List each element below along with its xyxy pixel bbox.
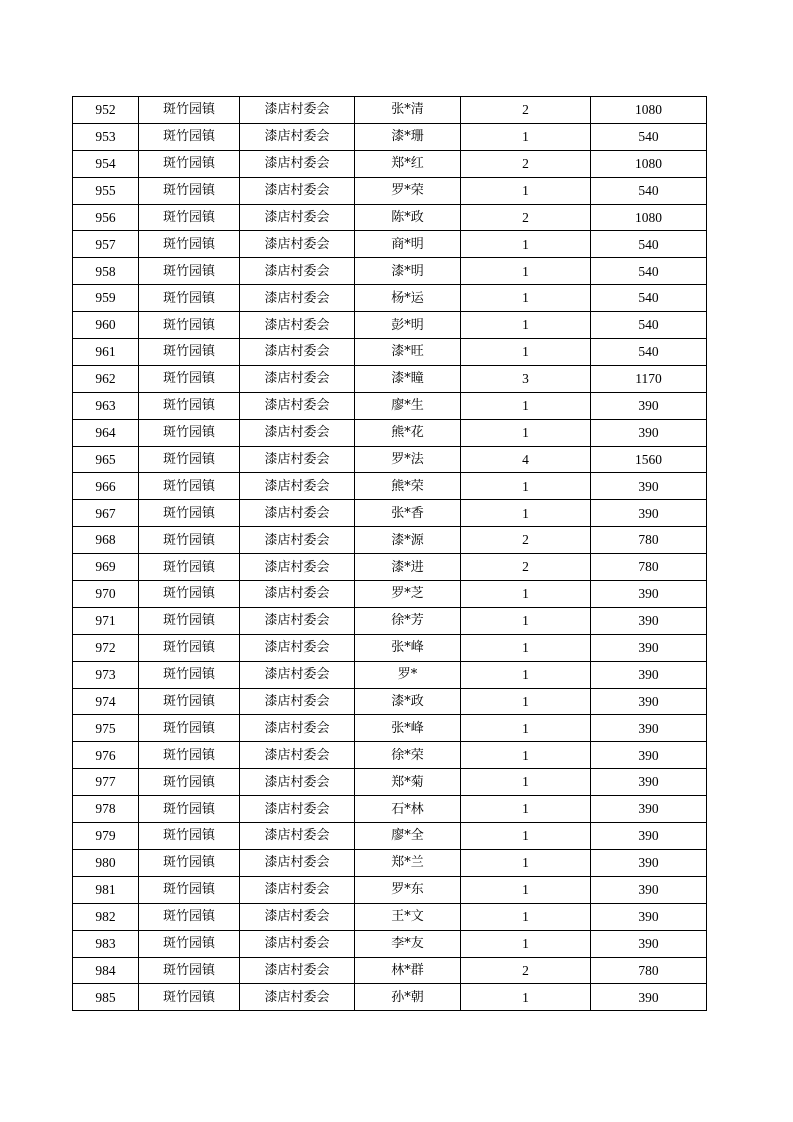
cell-name: 廖*生 (355, 392, 461, 419)
cell-village: 漆店村委会 (240, 150, 355, 177)
cell-village: 漆店村委会 (240, 500, 355, 527)
cell-amount: 390 (591, 823, 707, 850)
cell-number: 959 (73, 285, 139, 312)
cell-village: 漆店村委会 (240, 446, 355, 473)
cell-count: 2 (461, 204, 591, 231)
cell-count: 1 (461, 339, 591, 366)
cell-name: 罗*荣 (355, 177, 461, 204)
cell-number: 981 (73, 876, 139, 903)
cell-town: 斑竹园镇 (139, 688, 240, 715)
cell-amount: 390 (591, 984, 707, 1011)
cell-village: 漆店村委会 (240, 876, 355, 903)
cell-count: 2 (461, 97, 591, 124)
cell-name: 张*峰 (355, 715, 461, 742)
cell-number: 953 (73, 123, 139, 150)
cell-number: 985 (73, 984, 139, 1011)
cell-town: 斑竹园镇 (139, 876, 240, 903)
cell-town: 斑竹园镇 (139, 500, 240, 527)
cell-amount: 1080 (591, 150, 707, 177)
cell-number: 958 (73, 258, 139, 285)
cell-town: 斑竹园镇 (139, 742, 240, 769)
cell-town: 斑竹园镇 (139, 930, 240, 957)
cell-town: 斑竹园镇 (139, 392, 240, 419)
cell-name: 漆*旺 (355, 339, 461, 366)
cell-number: 955 (73, 177, 139, 204)
cell-number: 977 (73, 769, 139, 796)
table-row (73, 123, 707, 150)
cell-name: 漆*进 (355, 554, 461, 581)
cell-count: 1 (461, 661, 591, 688)
cell-number: 984 (73, 957, 139, 984)
table-row (73, 957, 707, 984)
table-row (73, 177, 707, 204)
cell-name: 陈*政 (355, 204, 461, 231)
cell-count: 2 (461, 150, 591, 177)
table-row (73, 823, 707, 850)
cell-village: 漆店村委会 (240, 473, 355, 500)
cell-count: 1 (461, 177, 591, 204)
table-row (73, 500, 707, 527)
cell-village: 漆店村委会 (240, 581, 355, 608)
table-row (73, 97, 707, 124)
cell-number: 978 (73, 796, 139, 823)
cell-count: 3 (461, 365, 591, 392)
cell-number: 965 (73, 446, 139, 473)
cell-amount: 390 (591, 392, 707, 419)
cell-number: 972 (73, 634, 139, 661)
cell-number: 974 (73, 688, 139, 715)
cell-name: 张*峰 (355, 634, 461, 661)
cell-name: 郑*菊 (355, 769, 461, 796)
cell-number: 979 (73, 823, 139, 850)
cell-count: 1 (461, 823, 591, 850)
cell-village: 漆店村委会 (240, 688, 355, 715)
cell-name: 张*清 (355, 97, 461, 124)
cell-count: 1 (461, 715, 591, 742)
cell-number: 966 (73, 473, 139, 500)
table-row (73, 769, 707, 796)
cell-town: 斑竹园镇 (139, 957, 240, 984)
cell-village: 漆店村委会 (240, 634, 355, 661)
cell-town: 斑竹园镇 (139, 769, 240, 796)
cell-name: 孙*朝 (355, 984, 461, 1011)
cell-count: 1 (461, 231, 591, 258)
cell-amount: 780 (591, 554, 707, 581)
cell-village: 漆店村委会 (240, 930, 355, 957)
cell-village: 漆店村委会 (240, 365, 355, 392)
cell-amount: 390 (591, 903, 707, 930)
cell-amount: 390 (591, 796, 707, 823)
cell-town: 斑竹园镇 (139, 823, 240, 850)
cell-amount: 390 (591, 419, 707, 446)
table-row (73, 473, 707, 500)
cell-town: 斑竹园镇 (139, 554, 240, 581)
table-row (73, 634, 707, 661)
cell-town: 斑竹园镇 (139, 258, 240, 285)
cell-town: 斑竹园镇 (139, 607, 240, 634)
cell-name: 郑*兰 (355, 849, 461, 876)
cell-number: 973 (73, 661, 139, 688)
cell-count: 1 (461, 392, 591, 419)
cell-village: 漆店村委会 (240, 392, 355, 419)
cell-village: 漆店村委会 (240, 177, 355, 204)
cell-number: 960 (73, 312, 139, 339)
cell-village: 漆店村委会 (240, 204, 355, 231)
cell-count: 2 (461, 957, 591, 984)
cell-town: 斑竹园镇 (139, 312, 240, 339)
table-row (73, 365, 707, 392)
cell-count: 2 (461, 554, 591, 581)
cell-name: 彭*明 (355, 312, 461, 339)
cell-village: 漆店村委会 (240, 285, 355, 312)
cell-amount: 390 (591, 688, 707, 715)
cell-amount: 390 (591, 715, 707, 742)
cell-village: 漆店村委会 (240, 715, 355, 742)
cell-name: 商*明 (355, 231, 461, 258)
cell-count: 2 (461, 527, 591, 554)
cell-village: 漆店村委会 (240, 527, 355, 554)
cell-name: 李*友 (355, 930, 461, 957)
table-row (73, 392, 707, 419)
cell-village: 漆店村委会 (240, 661, 355, 688)
cell-count: 1 (461, 285, 591, 312)
cell-name: 廖*全 (355, 823, 461, 850)
cell-count: 1 (461, 258, 591, 285)
cell-count: 1 (461, 849, 591, 876)
cell-town: 斑竹园镇 (139, 581, 240, 608)
table-body (73, 97, 707, 1011)
cell-name: 石*林 (355, 796, 461, 823)
cell-village: 漆店村委会 (240, 984, 355, 1011)
cell-village: 漆店村委会 (240, 419, 355, 446)
cell-name: 漆*瞳 (355, 365, 461, 392)
cell-amount: 1080 (591, 204, 707, 231)
cell-number: 971 (73, 607, 139, 634)
cell-amount: 540 (591, 123, 707, 150)
cell-village: 漆店村委会 (240, 231, 355, 258)
cell-count: 1 (461, 634, 591, 661)
cell-name: 徐*荣 (355, 742, 461, 769)
cell-count: 4 (461, 446, 591, 473)
cell-name: 罗*芝 (355, 581, 461, 608)
table-row (73, 204, 707, 231)
cell-amount: 1170 (591, 365, 707, 392)
cell-town: 斑竹园镇 (139, 339, 240, 366)
cell-number: 969 (73, 554, 139, 581)
cell-village: 漆店村委会 (240, 554, 355, 581)
table-row (73, 796, 707, 823)
cell-amount: 780 (591, 527, 707, 554)
cell-town: 斑竹园镇 (139, 365, 240, 392)
cell-town: 斑竹园镇 (139, 796, 240, 823)
table-row (73, 715, 707, 742)
table-row (73, 849, 707, 876)
cell-amount: 390 (591, 500, 707, 527)
cell-town: 斑竹园镇 (139, 903, 240, 930)
cell-name: 郑*红 (355, 150, 461, 177)
cell-village: 漆店村委会 (240, 849, 355, 876)
cell-town: 斑竹园镇 (139, 715, 240, 742)
table-row (73, 742, 707, 769)
cell-amount: 390 (591, 607, 707, 634)
cell-town: 斑竹园镇 (139, 231, 240, 258)
subsidy-table (72, 96, 707, 1011)
cell-number: 964 (73, 419, 139, 446)
table-row (73, 150, 707, 177)
cell-name: 罗* (355, 661, 461, 688)
cell-count: 1 (461, 742, 591, 769)
cell-count: 1 (461, 769, 591, 796)
cell-number: 976 (73, 742, 139, 769)
cell-name: 罗*法 (355, 446, 461, 473)
cell-amount: 390 (591, 473, 707, 500)
cell-village: 漆店村委会 (240, 607, 355, 634)
cell-count: 1 (461, 123, 591, 150)
cell-count: 1 (461, 796, 591, 823)
cell-count: 1 (461, 312, 591, 339)
cell-village: 漆店村委会 (240, 769, 355, 796)
cell-village: 漆店村委会 (240, 312, 355, 339)
cell-village: 漆店村委会 (240, 339, 355, 366)
cell-village: 漆店村委会 (240, 823, 355, 850)
cell-name: 张*香 (355, 500, 461, 527)
table-row (73, 581, 707, 608)
cell-name: 漆*珊 (355, 123, 461, 150)
cell-amount: 390 (591, 661, 707, 688)
cell-village: 漆店村委会 (240, 258, 355, 285)
table-row (73, 876, 707, 903)
cell-town: 斑竹园镇 (139, 123, 240, 150)
table-row (73, 527, 707, 554)
cell-amount: 540 (591, 177, 707, 204)
cell-name: 漆*源 (355, 527, 461, 554)
cell-count: 1 (461, 688, 591, 715)
cell-town: 斑竹园镇 (139, 661, 240, 688)
table-row (73, 419, 707, 446)
cell-village: 漆店村委会 (240, 97, 355, 124)
cell-count: 1 (461, 581, 591, 608)
cell-number: 963 (73, 392, 139, 419)
table-row (73, 903, 707, 930)
table-row (73, 339, 707, 366)
cell-name: 王*文 (355, 903, 461, 930)
cell-amount: 540 (591, 231, 707, 258)
cell-number: 961 (73, 339, 139, 366)
cell-count: 1 (461, 876, 591, 903)
cell-name: 漆*政 (355, 688, 461, 715)
cell-town: 斑竹园镇 (139, 849, 240, 876)
cell-count: 1 (461, 930, 591, 957)
cell-number: 983 (73, 930, 139, 957)
cell-amount: 540 (591, 312, 707, 339)
cell-count: 1 (461, 473, 591, 500)
table-row (73, 446, 707, 473)
cell-number: 952 (73, 97, 139, 124)
table-row (73, 258, 707, 285)
cell-town: 斑竹园镇 (139, 204, 240, 231)
cell-name: 徐*芳 (355, 607, 461, 634)
table-row (73, 930, 707, 957)
cell-count: 1 (461, 903, 591, 930)
cell-name: 熊*花 (355, 419, 461, 446)
cell-amount: 390 (591, 930, 707, 957)
cell-town: 斑竹园镇 (139, 634, 240, 661)
cell-number: 956 (73, 204, 139, 231)
cell-number: 980 (73, 849, 139, 876)
cell-number: 975 (73, 715, 139, 742)
cell-town: 斑竹园镇 (139, 473, 240, 500)
cell-amount: 390 (591, 742, 707, 769)
cell-amount: 540 (591, 339, 707, 366)
cell-amount: 390 (591, 876, 707, 903)
cell-amount: 390 (591, 581, 707, 608)
cell-number: 982 (73, 903, 139, 930)
cell-village: 漆店村委会 (240, 957, 355, 984)
table-row (73, 285, 707, 312)
cell-count: 1 (461, 500, 591, 527)
table-row (73, 554, 707, 581)
cell-village: 漆店村委会 (240, 903, 355, 930)
cell-number: 968 (73, 527, 139, 554)
cell-number: 957 (73, 231, 139, 258)
cell-count: 1 (461, 419, 591, 446)
cell-amount: 540 (591, 285, 707, 312)
cell-amount: 390 (591, 769, 707, 796)
cell-town: 斑竹园镇 (139, 527, 240, 554)
cell-town: 斑竹园镇 (139, 285, 240, 312)
cell-number: 967 (73, 500, 139, 527)
cell-amount: 1080 (591, 97, 707, 124)
cell-amount: 540 (591, 258, 707, 285)
table-row (73, 231, 707, 258)
cell-amount: 390 (591, 849, 707, 876)
cell-count: 1 (461, 984, 591, 1011)
cell-name: 熊*荣 (355, 473, 461, 500)
cell-name: 林*群 (355, 957, 461, 984)
cell-name: 漆*明 (355, 258, 461, 285)
cell-town: 斑竹园镇 (139, 150, 240, 177)
cell-village: 漆店村委会 (240, 123, 355, 150)
cell-number: 962 (73, 365, 139, 392)
cell-village: 漆店村委会 (240, 742, 355, 769)
cell-amount: 390 (591, 634, 707, 661)
cell-town: 斑竹园镇 (139, 97, 240, 124)
table-row (73, 688, 707, 715)
table-row (73, 984, 707, 1011)
cell-count: 1 (461, 607, 591, 634)
table-row (73, 607, 707, 634)
cell-amount: 1560 (591, 446, 707, 473)
cell-number: 970 (73, 581, 139, 608)
cell-amount: 780 (591, 957, 707, 984)
cell-town: 斑竹园镇 (139, 177, 240, 204)
cell-town: 斑竹园镇 (139, 446, 240, 473)
cell-name: 杨*运 (355, 285, 461, 312)
cell-town: 斑竹园镇 (139, 419, 240, 446)
cell-name: 罗*东 (355, 876, 461, 903)
table-row (73, 312, 707, 339)
cell-town: 斑竹园镇 (139, 984, 240, 1011)
cell-number: 954 (73, 150, 139, 177)
table-row (73, 661, 707, 688)
cell-village: 漆店村委会 (240, 796, 355, 823)
